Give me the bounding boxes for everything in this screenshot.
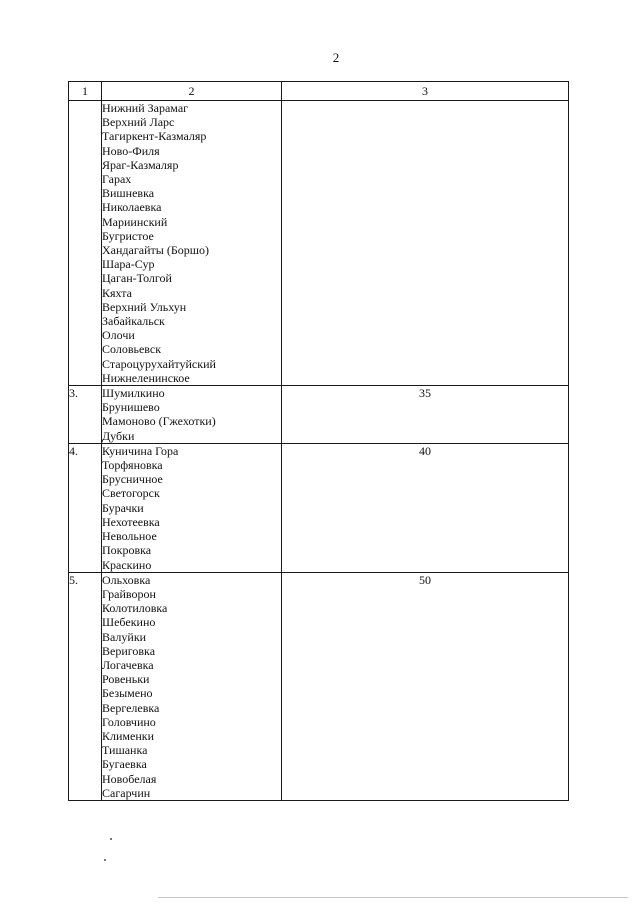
place-list [102,572,282,800]
place-name: Мамоново (Гжехотки) [102,414,216,429]
row-number: 4. [69,443,102,572]
place-name: Нехотеевка [102,514,160,529]
page-number: 2 [332,50,340,65]
rates-table [68,81,569,801]
table-row [69,572,569,800]
place-name: Новобелая [102,771,157,786]
place-name: Яраг-Казмаляр [102,157,179,172]
place-name: Клименки [102,728,155,743]
place-name: Соловьевск [102,342,162,357]
row-value: 50 [282,572,569,800]
place-name: Ново-Филя [102,143,160,158]
column-header-1: 1 [69,82,102,101]
table-row [69,443,569,572]
place-name: Нижнеленинское [102,370,190,385]
place-name: Головчино [102,714,156,729]
place-name: Бугристое [102,228,154,243]
place-name: Брунишево [102,400,160,415]
place-name: Дубки [102,428,135,443]
column-header-2: 2 [102,82,282,101]
place-name: Куничина Гора [102,443,179,458]
place-name: Шара-Сур [102,257,155,272]
place-name: Верхний Ларс [102,115,175,130]
place-name: Верхний Ульхун [102,299,187,314]
place-name: Брусничное [102,472,163,487]
place-name: Ровеньки [102,672,150,687]
table-row [69,101,569,386]
row-value: 35 [282,386,569,444]
column-header-3: 3 [282,82,569,101]
scan-edge-line [158,897,628,898]
place-name: Гарах [102,172,132,187]
row-value: 40 [282,443,569,572]
row-number: 5. [69,572,102,800]
place-name: Невольное [102,529,157,544]
place-name: Николаевка [102,200,162,215]
place-name: Грайворон [102,586,156,601]
place-name: Забайкальск [102,314,165,329]
place-name: Нижний Зарамаг [102,101,189,115]
place-name: Шумилкино [102,386,165,401]
row-value [282,101,569,386]
place-name: Колотиловка [102,601,168,616]
place-name: Краскино [102,557,152,572]
place-name: Мариинский [102,214,168,229]
place-name: Тишанка [102,743,148,758]
place-name: Шебекино [102,615,156,630]
table-header-row [69,82,569,101]
place-name: Вергелевка [102,700,160,715]
scan-speck [110,838,112,840]
place-name: Светогорск [102,486,160,501]
place-name: Вериговка [102,643,156,658]
place-name: Бурачки [102,500,144,515]
place-name: Торфяновка [102,458,163,473]
place-name: Кяхта [102,285,132,300]
place-name: Ольховка [102,572,151,587]
place-name: Староцурухайтуйский [102,356,216,371]
row-number [69,101,102,386]
place-name: Безымено [102,686,153,701]
place-name: Хандагайты (Боршо) [102,243,209,258]
place-name: Вишневка [102,186,155,201]
place-name: Тагиркент-Казмаляр [102,129,207,144]
scan-speck [104,859,106,861]
place-name: Валуйки [102,629,147,644]
table-row [69,386,569,444]
place-list [102,443,282,572]
place-name: Покровка [102,543,152,558]
place-name: Цаган-Толгой [102,271,172,286]
place-list [102,386,282,444]
place-name: Олочи [102,328,135,343]
place-name: Сагарчин [102,785,151,800]
place-list [102,101,282,386]
row-number: 3. [69,386,102,444]
place-name: Логачевка [102,657,154,672]
place-name: Бугаевка [102,757,147,772]
